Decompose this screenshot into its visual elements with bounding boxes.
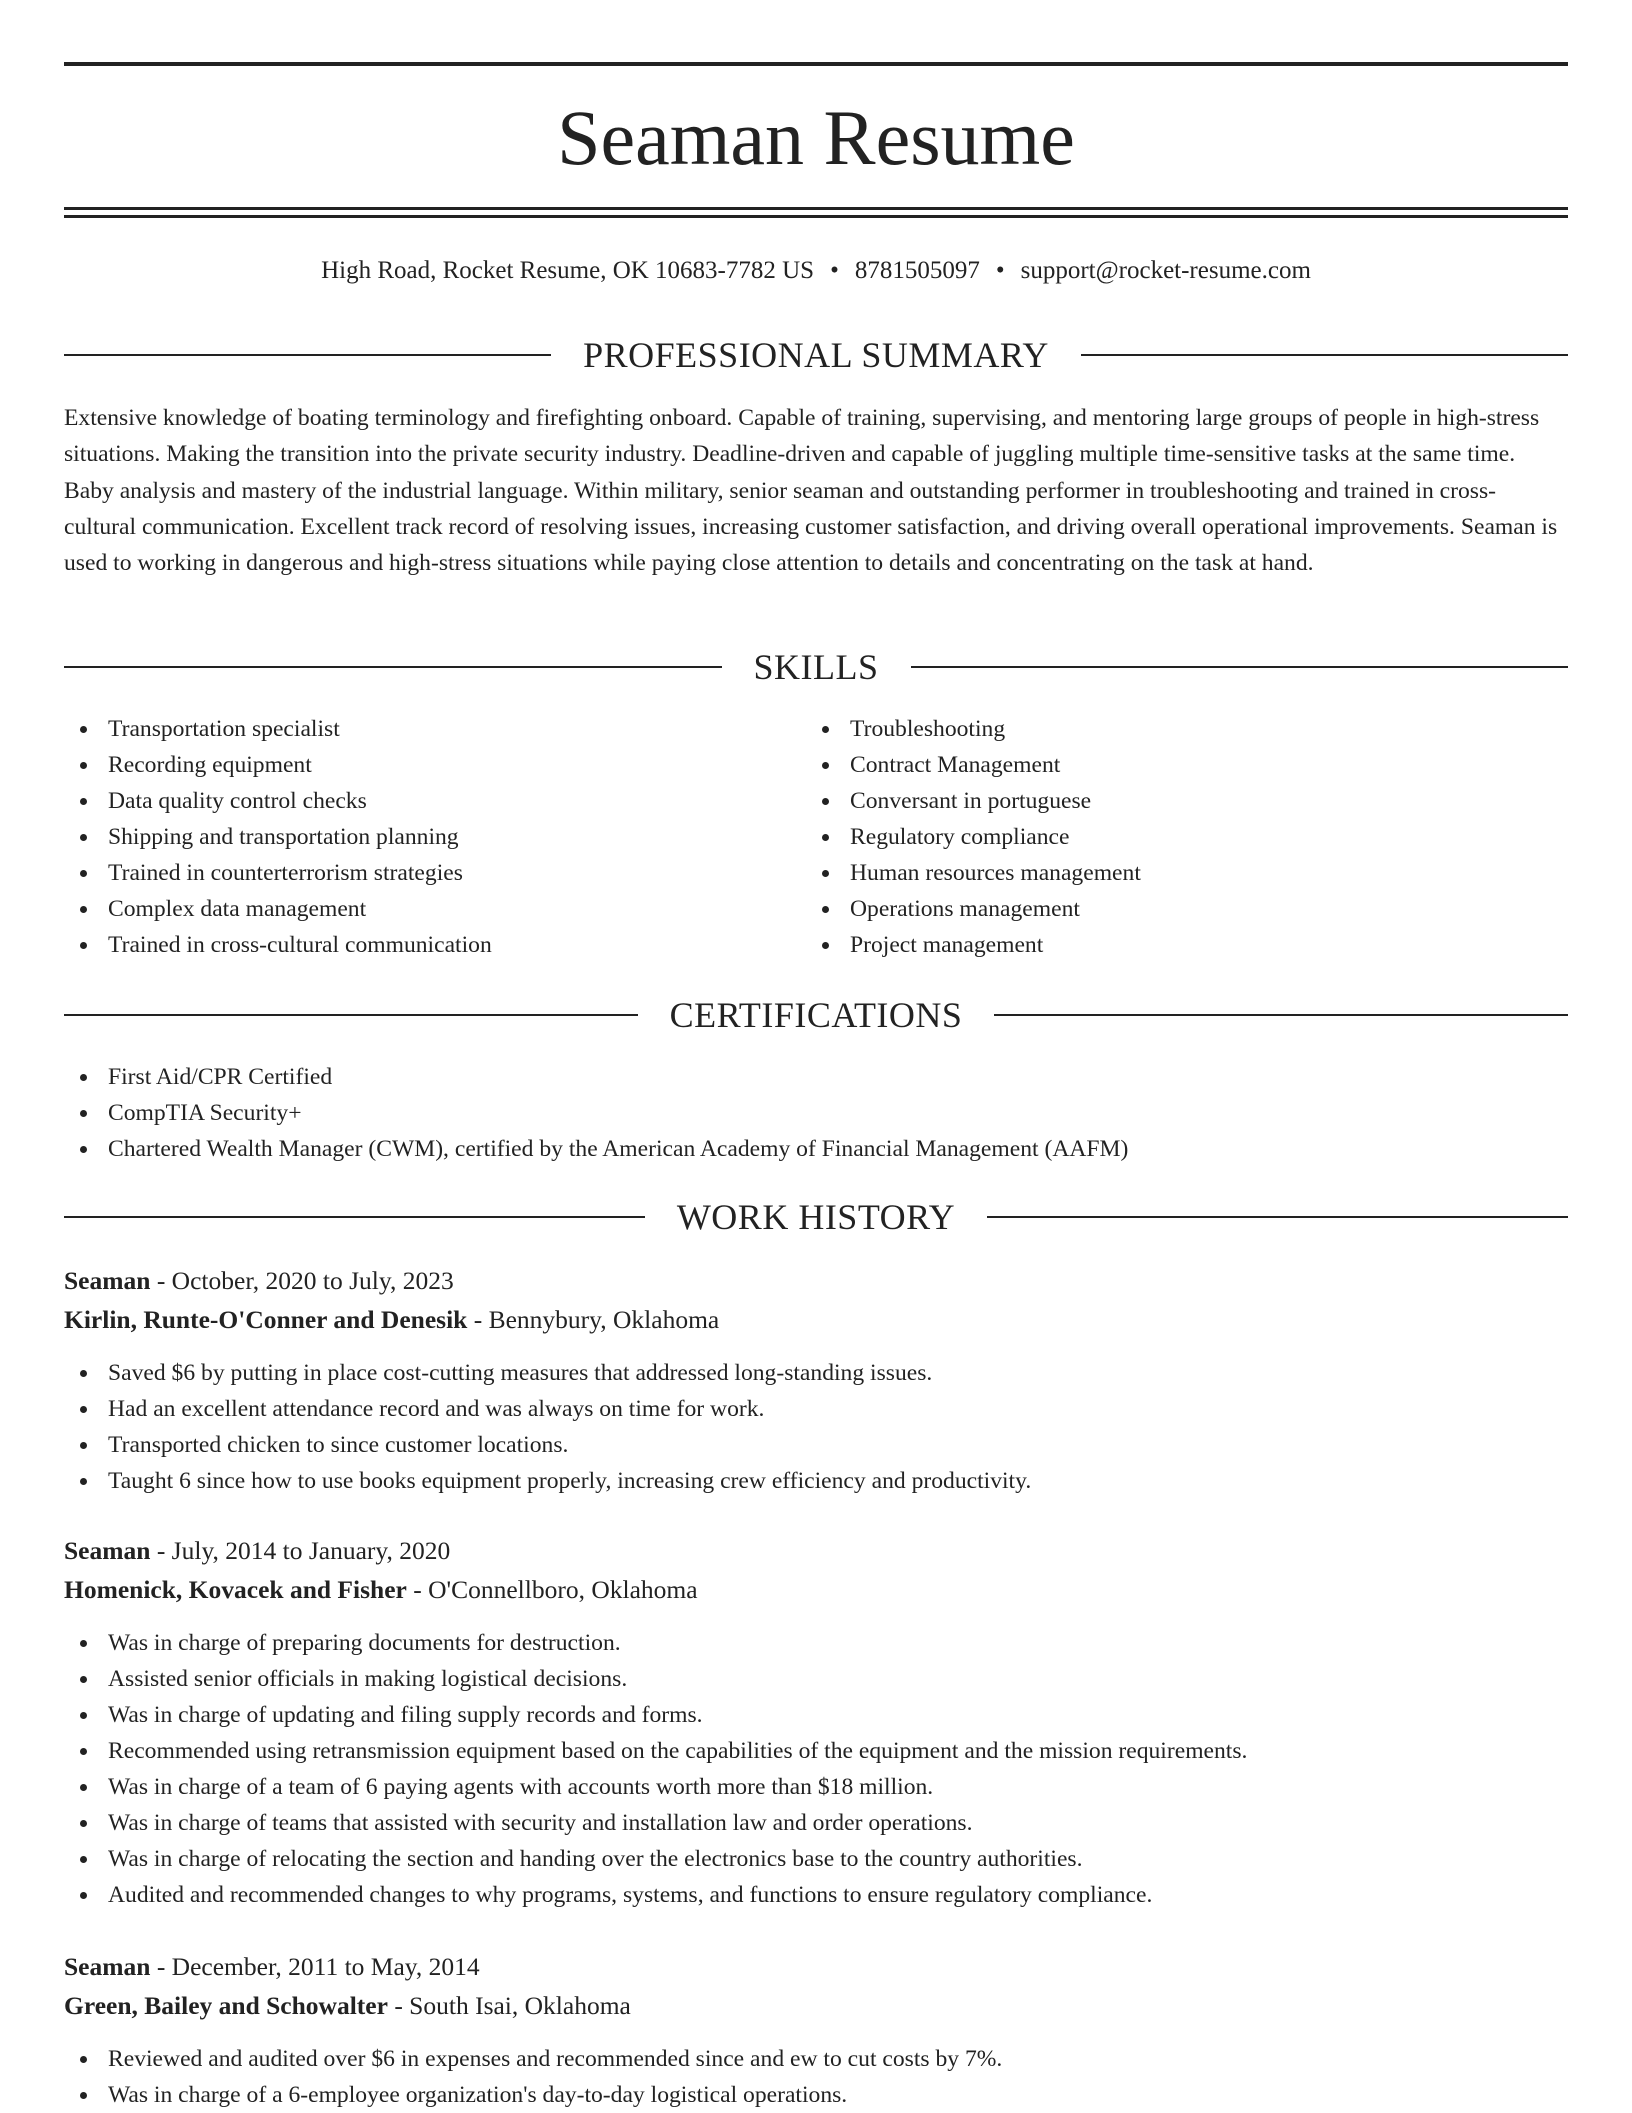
header-double-rule-upper — [64, 207, 1568, 210]
skills-list-left — [64, 711, 764, 963]
job-bullets — [64, 1355, 1568, 1499]
job-title: Seaman — [64, 1952, 151, 1981]
certifications-heading — [64, 993, 1568, 1037]
header-double-rule-lower — [64, 215, 1568, 218]
job-bullet: Reviewed and audited over $6 in expenses and recommended since and ew to cut costs by 7%. — [64, 2041, 1568, 2077]
contact-email[interactable]: support@rocket-resume.com — [1020, 257, 1311, 284]
job-company-line — [64, 1572, 1568, 1608]
job-title: Seaman — [64, 1536, 151, 1565]
job-company: Homenick, Kovacek and Fisher — [64, 1575, 407, 1604]
contact-separator: • — [995, 257, 1005, 284]
job-dates: - October, 2020 to July, 2023 — [150, 1266, 454, 1295]
heading-rule-left — [64, 666, 722, 668]
skill-item: Regulatory compliance — [806, 819, 1506, 855]
summary-heading — [64, 333, 1568, 377]
certification-item: Chartered Wealth Manager (CWM), certified by the American Academy of Financial Management (AAFM) — [64, 1131, 1568, 1167]
job-title: Seaman — [64, 1266, 151, 1295]
skill-item: Operations management — [806, 891, 1506, 927]
job-bullet: Was in charge of a team of 6 paying agents with accounts worth more than $18 million. — [64, 1769, 1568, 1805]
job-company-line — [64, 1988, 1568, 2024]
heading-rule-right — [994, 1014, 1568, 1016]
skill-item: Human resources management — [806, 855, 1506, 891]
job-bullet: Assisted senior officials in making logistical decisions. — [64, 1661, 1568, 1697]
skills-title: SKILLS — [753, 647, 879, 687]
job-location: - Bennybury, Oklahoma — [467, 1305, 720, 1334]
job-title-line — [64, 1263, 1568, 1299]
job-bullet: Was in charge of updating and filing supply records and forms. — [64, 1697, 1568, 1733]
skill-item: Transportation specialist — [64, 711, 764, 747]
job-title-line — [64, 1533, 1568, 1569]
contact-separator: • — [830, 257, 839, 284]
heading-rule-right — [987, 1216, 1568, 1218]
certification-item: CompTIA Security+ — [64, 1095, 1568, 1131]
job-company-line — [64, 1302, 1568, 1338]
job-company: Green, Bailey and Schowalter — [64, 1991, 388, 2020]
certifications-list — [64, 1059, 1568, 1167]
job-bullet: Was in charge of preparing documents for destruction. — [64, 1625, 1568, 1661]
skill-item: Shipping and transportation planning — [64, 819, 764, 855]
heading-rule-left — [64, 1216, 645, 1218]
job-company: Kirlin, Runte-O'Conner and Denesik — [64, 1305, 468, 1334]
heading-rule-left — [64, 1014, 638, 1016]
contact-address: High Road, Rocket Resume, OK 10683-7782 US — [321, 257, 815, 284]
job-dates: - December, 2011 to May, 2014 — [150, 1952, 480, 1981]
job-bullet: Was in charge of relocating the section and handing over the electronics base to the country authorities. — [64, 1841, 1568, 1877]
job-title-line — [64, 1949, 1568, 1985]
skill-item: Conversant in portuguese — [806, 783, 1506, 819]
job-location: - O'Connellboro, Oklahoma — [406, 1575, 698, 1604]
job-bullet: Saved $6 by putting in place cost-cutting measures that addressed long-standing issues. — [64, 1355, 1568, 1391]
header-top-rule — [64, 62, 1568, 66]
summary-text: Extensive knowledge of boating terminology and firefighting onboard. Capable of training, supervising, and mentoring large groups of people in high-stress situations. Making the transition into the private security industry. Deadline-driven and capable of juggling multiple time-sensitive tasks at the same time. Baby analysis and mastery of the industrial language. Within military, senior seaman and outstanding performer in troubleshooting and trained in cross-cultural communication. Excellent track record of resolving issues, increasing customer satisfaction, and driving overall operational improvements. Seaman is used to working in dangerous and high-stress situations while paying close attention to details and concentrating on the task at hand. — [64, 405, 1558, 577]
skill-item: Troubleshooting — [806, 711, 1506, 747]
work-history-title: WORK HISTORY — [676, 1197, 956, 1237]
resume-name: Seaman Resume — [557, 94, 1075, 181]
job-bullet: Was in charge of teams that assisted with security and installation law and order operations. — [64, 1805, 1568, 1841]
skill-item: Data quality control checks — [64, 783, 764, 819]
job-bullet: Transported chicken to since customer locations. — [64, 1427, 1568, 1463]
job-bullet: Audited and recommended changes to why programs, systems, and functions to ensure regulatory compliance. — [64, 1877, 1568, 1913]
heading-rule-right — [1081, 354, 1568, 356]
work-history-heading — [64, 1195, 1568, 1239]
skill-item: Trained in cross-cultural communication — [64, 927, 764, 963]
skill-item: Project management — [806, 927, 1506, 963]
job-bullet: Had an excellent attendance record and was always on time for work. — [64, 1391, 1568, 1427]
job-bullet: Was in charge of a 6-employee organization's day-to-day logistical operations. — [64, 2077, 1568, 2113]
skill-item: Trained in counterterrorism strategies — [64, 855, 764, 891]
skills-list-right — [806, 711, 1506, 963]
skill-item: Recording equipment — [64, 747, 764, 783]
skills-heading — [64, 645, 1568, 689]
job-bullets — [64, 2041, 1568, 2113]
skill-item: Complex data management — [64, 891, 764, 927]
contact-line — [64, 254, 1568, 288]
certifications-title: CERTIFICATIONS — [669, 995, 963, 1035]
skill-item: Contract Management — [806, 747, 1506, 783]
job-bullet: Taught 6 since how to use books equipment properly, increasing crew efficiency and productivity. — [64, 1463, 1568, 1499]
certification-item: First Aid/CPR Certified — [64, 1059, 1568, 1095]
job-dates: - July, 2014 to January, 2020 — [150, 1536, 451, 1565]
heading-rule-right — [911, 666, 1569, 668]
job-location: - South Isai, Oklahoma — [387, 1991, 631, 2020]
heading-rule-left — [64, 354, 551, 356]
job-bullet: Recommended using retransmission equipment based on the capabilities of the equipment and the mission requirements. — [64, 1733, 1568, 1769]
job-bullets — [64, 1625, 1568, 1913]
contact-phone: 8781505097 — [854, 257, 980, 284]
summary-title: PROFESSIONAL SUMMARY — [583, 335, 1049, 375]
